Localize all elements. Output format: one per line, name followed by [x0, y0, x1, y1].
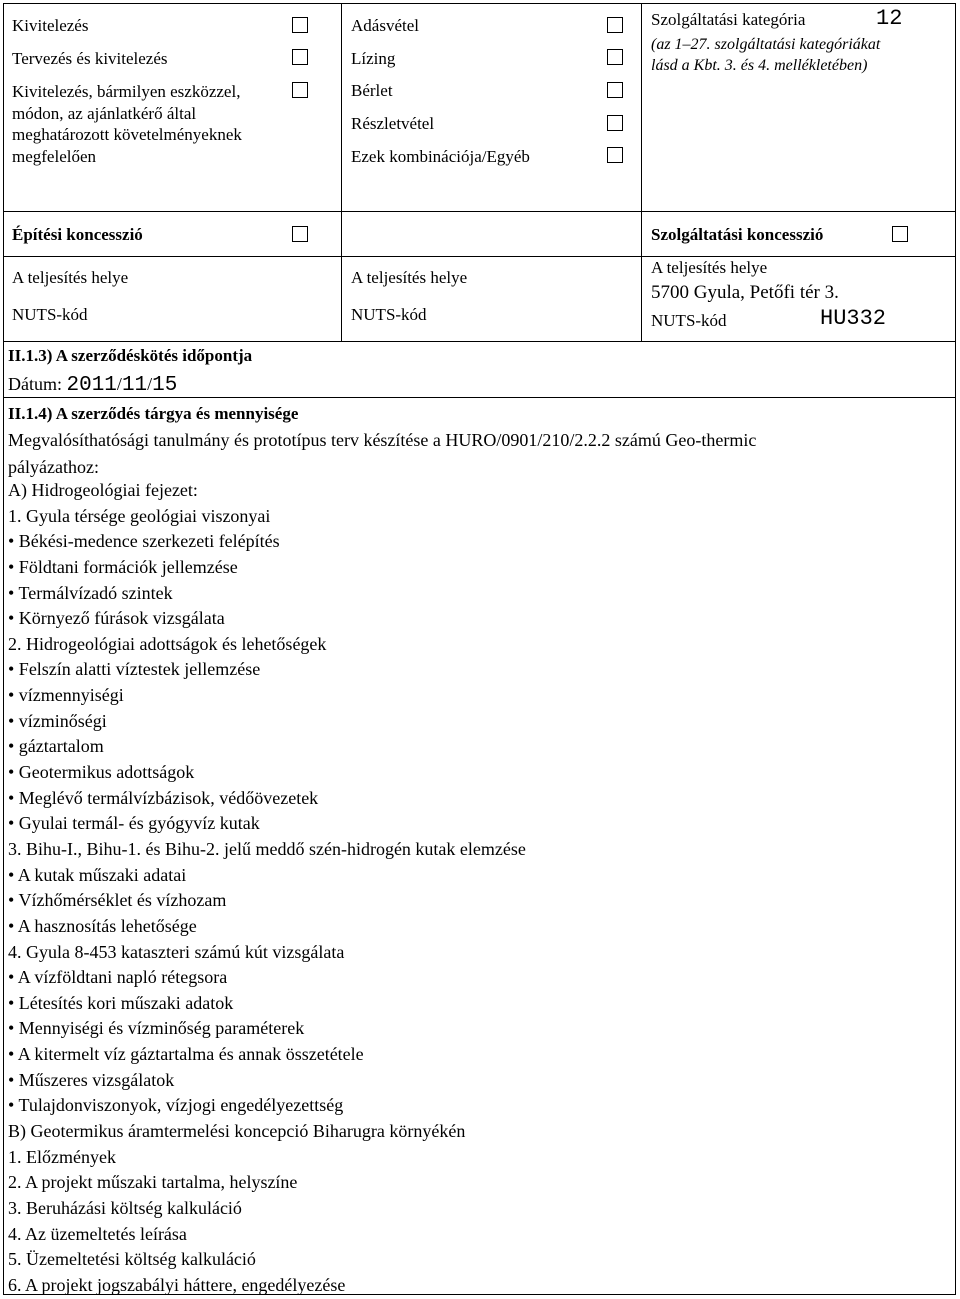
checkbox-service-concession[interactable] [892, 226, 908, 242]
list-item: • Meglévő termálvízbázisok, védőövezetek [8, 787, 319, 808]
option-kombinacio: Ezek kombinációja/Egyéb [351, 147, 530, 166]
service-category-note: lásd a Kbt. 3. és 4. mellékletében) [651, 57, 868, 74]
date-row: Dátum: 2011/11/15 [8, 374, 178, 397]
service-category-note: (az 1–27. szolgáltatási kategóriákat [651, 36, 881, 53]
divider [641, 3, 642, 341]
list-item: 4. Az üzemeltetés leírása [8, 1223, 187, 1244]
section-heading-subject: II.1.4) A szerződés tárgya és mennyisége [8, 404, 299, 423]
checkbox-adasvetel[interactable] [607, 17, 623, 33]
list-item: • A kutak műszaki adatai [8, 864, 187, 885]
option-reszletvetel: Részletvétel [351, 114, 435, 133]
list-item: • Mennyiségi és vízminőség paraméterek [8, 1018, 305, 1039]
subject-items-list [8, 478, 526, 1299]
checkbox-building-concession[interactable] [292, 226, 308, 242]
list-item: • Felszín alatti víztestek jellemzése [8, 659, 261, 680]
nuts-label: NUTS-kód [651, 311, 727, 330]
date-month: 11 [121, 374, 148, 397]
option-tervezes-kivitelezes: Tervezés és kivitelezés [12, 49, 168, 68]
section-heading-contract-date: II.1.3) A szerződéskötés időpontja [8, 346, 253, 365]
list-item: 2. A projekt műszaki tartalma, helyszíne [8, 1172, 298, 1193]
checkbox-kivitelezes-barmilyen[interactable] [292, 82, 308, 98]
list-item: 3. Beruházási költség kalkuláció [8, 1197, 242, 1218]
nuts-value: HU332 [820, 306, 887, 331]
list-item: 1. Előzmények [8, 1146, 116, 1167]
place-label: A teljesítés helye [12, 268, 129, 287]
list-item: A) Hidrogeológiai fejezet: [8, 480, 198, 500]
list-item: • Földtani formációk jellemzése [8, 556, 238, 577]
list-item: • Geotermikus adottságok [8, 762, 195, 783]
list-item: • A kitermelt víz gáztartalma és annak összetétele [8, 1044, 364, 1065]
checkbox-lizing[interactable] [607, 49, 623, 65]
service-category-label: Szolgáltatási kategória [651, 10, 806, 29]
checkbox-tervezes-kivitelezes[interactable] [292, 49, 308, 65]
list-item: • Műszeres vizsgálatok [8, 1069, 175, 1090]
divider [3, 211, 956, 212]
subject-intro: Megvalósíthatósági tanulmány és prototípus terv készítése a HURO/0901/210/2.2.2 számú Geo-thermic [8, 430, 757, 450]
checkbox-reszletvetel[interactable] [607, 115, 623, 131]
list-item: 2. Hidrogeológiai adottságok és lehetőségek [8, 633, 327, 654]
nuts-label: NUTS-kód [351, 305, 427, 324]
place-address: 5700 Gyula, Petőfi tér 3. [651, 282, 839, 303]
list-item: • A vízföldtani napló rétegsora [8, 967, 228, 988]
list-item: • Létesítés kori műszaki adatok [8, 992, 234, 1013]
list-item: • Termálvízadó szintek [8, 582, 173, 603]
divider [3, 341, 956, 342]
option-adasvetel: Adásvétel [351, 16, 419, 35]
list-item: • gáztartalom [8, 736, 104, 757]
building-concession-label: Építési koncesszió [12, 225, 143, 244]
date-day: 15 [152, 374, 178, 397]
nuts-label: NUTS-kód [12, 305, 88, 324]
list-item: • Tulajdonviszonyok, vízjogi engedélyezettség [8, 1095, 344, 1116]
list-item: • Vízhőmérséklet és vízhozam [8, 890, 227, 911]
place-label: A teljesítés helye [351, 268, 468, 287]
place-label: A teljesítés helye [651, 258, 768, 277]
divider [341, 3, 342, 341]
checkbox-berlet[interactable] [607, 82, 623, 98]
list-item: 1. Gyula térsége geológiai viszonyai [8, 505, 271, 526]
divider [3, 256, 956, 257]
list-item: • vízminőségi [8, 710, 107, 731]
checkbox-kivitelezes[interactable] [292, 17, 308, 33]
service-concession-label: Szolgáltatási koncesszió [651, 225, 824, 244]
date-year: 2011 [66, 374, 117, 397]
option-kivitelezes-barmilyen: Kivitelezés, bármilyen eszközzel, módon, az ajánlatkérő által meghatározott követelményeknek megfelelően [12, 82, 242, 166]
option-berlet: Bérlet [351, 81, 393, 100]
list-item: • vízmennyiségi [8, 685, 124, 706]
list-item: 3. Bihu-I., Bihu-1. és Bihu-2. jelű meddő szén-hidrogén kutak elemzése [8, 838, 526, 859]
list-item: B) Geotermikus áramtermelési koncepció Biharugra környékén [8, 1121, 466, 1142]
option-lizing: Lízing [351, 49, 396, 68]
list-item: • Békési-medence szerkezeti felépítés [8, 531, 280, 552]
list-item: • Gyulai termál- és gyógyvíz kutak [8, 813, 260, 834]
date-label: Dátum: [8, 374, 62, 394]
list-item: 4. Gyula 8-453 kataszteri számú kút vizsgálata [8, 941, 345, 962]
service-category-value: 12 [876, 6, 903, 31]
list-item: • Környező fúrások vizsgálata [8, 608, 225, 629]
list-item: 5. Üzemeltetési költség kalkuláció [8, 1249, 256, 1270]
list-item: • A hasznosítás lehetősége [8, 915, 197, 936]
option-kivitelezes: Kivitelezés [12, 16, 89, 35]
subject-intro: pályázathoz: [8, 457, 99, 477]
list-item: 6. A projekt jogszabályi háttere, engedélyezése [8, 1274, 346, 1295]
checkbox-kombinacio[interactable] [607, 147, 623, 163]
